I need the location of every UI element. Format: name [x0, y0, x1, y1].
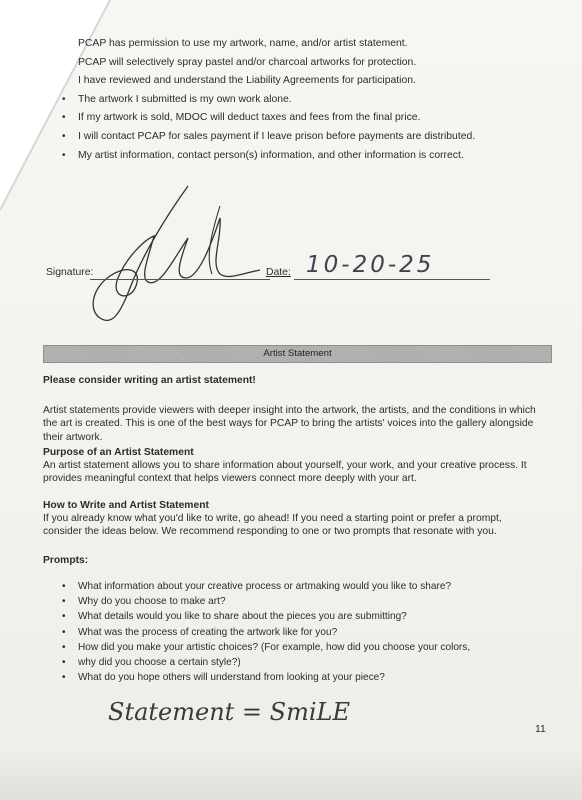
checklist-text: The artwork I submitted is my own work alone. — [78, 93, 292, 105]
purpose-paragraph: An artist statement allows you to share information about yourself, your work, and your creative process. It provides meaningful context that helps viewers connect more deeply with your art. — [43, 460, 527, 485]
handwritten-statement — [108, 684, 448, 734]
checklist-item — [58, 112, 538, 123]
intro-paragraph: Artist statements provide viewers with deeper insight into the artwork, the artists, and the conditions in which the art is created. This is one of the best ways for PCAP to bring the artists' voices into the gallery alongside their artwork. — [43, 405, 536, 443]
prompt-item — [60, 627, 500, 638]
checklist — [58, 38, 538, 168]
purpose-heading-text: Purpose of an Artist Statement — [43, 447, 194, 458]
prompt-text: How did you make your artistic choices? (For example, how did you choose your colors, — [78, 641, 471, 653]
signature-line[interactable] — [90, 279, 270, 280]
checklist-text: If my artwork is sold, MDOC will deduct taxes and fees from the final price. — [78, 112, 421, 124]
page-number: 11 — [535, 723, 546, 735]
checklist-text: PCAP will selectively spray pastel and/or charcoal artworks for protection. — [78, 56, 417, 68]
prompt-item — [60, 672, 500, 683]
prompt-item — [60, 642, 500, 653]
prompt-text: Why do you choose to make art? — [78, 596, 226, 608]
handwritten-statement-text: Statement = SmiLE — [108, 698, 351, 726]
howto-heading-text: How to Write and Artist Statement — [43, 500, 209, 511]
purpose-heading — [43, 446, 543, 459]
bullet-icon: • — [62, 656, 66, 668]
page-edge-shadow — [0, 752, 582, 800]
date-label: Date: — [266, 267, 291, 278]
handwritten-date: 10-20-25 — [306, 252, 435, 278]
checklist-item — [58, 38, 538, 49]
bullet-icon: • — [62, 93, 66, 105]
bullet-icon: • — [62, 149, 66, 161]
intro-heading-text: Please consider writing an artist statement! — [43, 375, 256, 386]
intro-heading — [43, 374, 543, 387]
checklist-item — [58, 94, 538, 105]
signature-label: Signature: — [46, 267, 94, 278]
prompt-item — [60, 611, 500, 622]
signature-row — [46, 252, 516, 284]
howto-heading — [43, 499, 543, 512]
bullet-icon: • — [62, 581, 66, 592]
prompt-item — [60, 657, 500, 668]
prompt-text: What information about your creative process or artmaking would you like to share? — [78, 581, 452, 592]
section-banner-title: Artist Statement — [263, 348, 332, 359]
prompts-list — [60, 581, 500, 687]
checklist-item — [58, 131, 538, 142]
bullet-icon: • — [62, 130, 66, 142]
checklist-text: My artist information, contact person(s) information, and other information is correct. — [78, 149, 464, 161]
prompts-heading — [43, 554, 543, 567]
prompt-text: What was the process of creating the artwork like for you? — [78, 626, 338, 638]
bullet-icon: • — [62, 672, 66, 684]
checklist-item — [58, 75, 538, 86]
prompt-text: What details would you like to share about the pieces you are submitting? — [78, 611, 407, 623]
bullet-icon: • — [62, 626, 66, 638]
checklist-text: I have reviewed and understand the Liability Agreements for participation. — [78, 75, 416, 87]
handwritten-signature — [70, 178, 280, 328]
prompt-item — [60, 596, 500, 607]
prompts-heading-text: Prompts: — [43, 555, 89, 566]
checklist-item — [58, 57, 538, 68]
checklist-item — [58, 150, 538, 161]
bullet-icon: • — [62, 611, 66, 623]
date-line[interactable] — [294, 279, 490, 280]
bullet-icon: • — [62, 596, 66, 608]
bullet-icon: • — [62, 112, 66, 124]
prompt-item — [60, 581, 500, 592]
section-banner — [43, 345, 552, 363]
howto-paragraph: If you already know what you'd like to write, go ahead! If you need a starting point or prefer a prompt, consider the ideas below. We recommend responding to one or two prompts that resonate with you. — [43, 513, 502, 538]
prompt-text: why did you choose a certain style?) — [78, 656, 241, 668]
bullet-icon: • — [62, 641, 66, 653]
checklist-text: PCAP has permission to use my artwork, name, and/or artist statement. — [78, 38, 408, 49]
checklist-text: I will contact PCAP for sales payment if I leave prison before payments are distributed. — [78, 130, 476, 142]
prompt-text: What do you hope others will understand from looking at your piece? — [78, 672, 385, 684]
